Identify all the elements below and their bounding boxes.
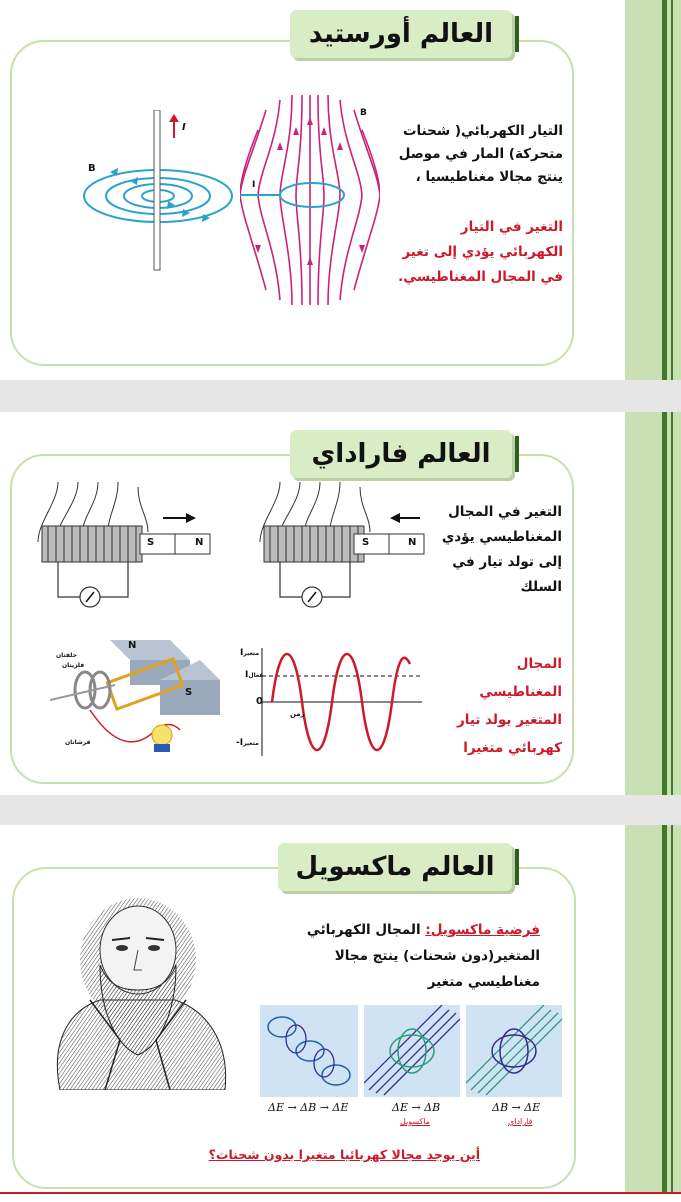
rail-stripe: [662, 0, 667, 380]
gen-label-rings-2: فلزيتان: [62, 662, 85, 669]
gen-label-rings-1: حلقتان: [56, 652, 77, 659]
label-b-right: B: [360, 108, 367, 118]
wave-imax: Iمتغير: [240, 648, 260, 658]
magnet-n-1: N: [195, 537, 204, 548]
slide-separator: [0, 795, 681, 825]
title-accent: [515, 16, 519, 52]
wave-zero: 0: [256, 696, 263, 707]
hypothesis-text: المجال الكهربائي المتغير(دون شحنات) ينتج مجالا مغناطيسي متغير: [306, 922, 540, 990]
wave-ieff: Iفعال: [245, 670, 264, 680]
gen-label-brushes: فرشاتان: [65, 739, 91, 746]
gen-label-n: N: [128, 640, 137, 651]
field-panel-2: [364, 1005, 460, 1097]
faraday-text-2: [430, 650, 562, 762]
equation-2: ΔE → ΔB: [392, 1101, 441, 1114]
page-bottom-edge: [0, 1192, 681, 1202]
slide-separator: [0, 380, 681, 412]
label-i-wire: I: [252, 180, 256, 190]
wave-ieff-sub: فعال: [248, 672, 264, 679]
rail-stripe: [671, 825, 673, 1192]
wave-imax-sub: متغير: [243, 650, 260, 657]
faraday-text-1: [440, 500, 562, 600]
slide-title: [278, 843, 512, 891]
slide-title: [290, 430, 512, 478]
label-b-left: B: [88, 163, 96, 174]
title-text: العالم أورستيد: [308, 19, 494, 49]
text-body: التغير في التيار الكهربائي يؤدي إلى تغير في المجال المغناطيسي.: [398, 219, 563, 285]
gen-label-s: S: [185, 687, 193, 698]
equation-3-caption: فاراداي: [508, 1117, 533, 1126]
text-body: المجال المغناطيسي المتغير يولد تيار كهربائي متغيرا: [456, 656, 562, 756]
wire-field-diagram: [70, 110, 250, 280]
wave-time: زمن: [290, 710, 305, 718]
magnet-n-2: N: [408, 537, 417, 548]
equation-2-caption: ماكسويل: [400, 1117, 431, 1126]
slide-title: [290, 10, 512, 58]
slide-oersted: [0, 0, 681, 380]
text-body: التيار الكهربائي( شحنات متحركة) المار في موصل ينتج مجالا مغناطيسيا ،: [398, 123, 563, 185]
field-panel-3: [466, 1005, 562, 1097]
equation-3: ΔB → ΔE: [492, 1101, 541, 1114]
maxwell-portrait: [30, 890, 245, 1090]
coil-diagram-out: [28, 482, 223, 612]
rail-stripe: [671, 0, 673, 380]
title-text: العالم فاراداي: [311, 439, 491, 469]
title-accent: [515, 849, 519, 885]
slide-faraday: [0, 412, 681, 795]
wave-imin-sub: متغير: [243, 740, 259, 747]
field-panel-1: [260, 1005, 358, 1097]
wave-imin: -Iمتغير: [236, 738, 259, 748]
loop-field-diagram: [240, 95, 380, 305]
maxwell-hypothesis: [300, 917, 540, 995]
rail-stripe: [662, 412, 667, 795]
rail-stripe: [662, 825, 667, 1192]
magnet-s-1: S: [147, 537, 155, 548]
title-text: العالم ماكسويل: [295, 852, 495, 882]
label-i-arrow: I: [182, 122, 186, 133]
equation-1: ΔE → ΔB → ΔE: [268, 1101, 349, 1114]
hypothesis-label: فرضية ماكسويل:: [425, 922, 540, 938]
title-accent: [515, 436, 519, 472]
slide-maxwell: [0, 825, 681, 1192]
magnet-s-2: S: [362, 537, 370, 548]
rail-stripe: [671, 412, 673, 795]
oersted-text-1: [395, 120, 563, 189]
maxwell-question: أين يوجد مجالا كهربائيا متغيرا بدون شحنات؟: [208, 1147, 480, 1162]
oersted-text-2: [395, 215, 563, 290]
text-body: التغير في المجال المغناطيسي يؤدي إلى تولد تيار في السلك: [441, 504, 562, 595]
